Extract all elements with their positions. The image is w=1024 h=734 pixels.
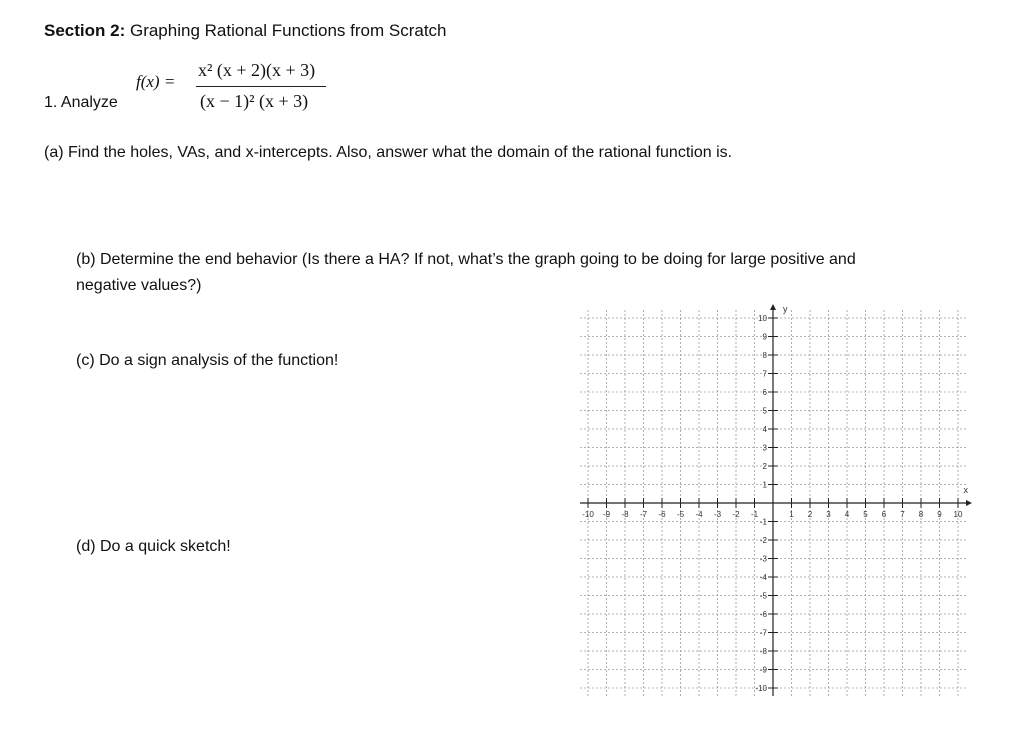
x-axis-label: x xyxy=(963,485,968,495)
section-title xyxy=(44,21,447,41)
y-tick-label: 10 xyxy=(758,314,767,323)
x-tick-label: 10 xyxy=(953,510,963,519)
y-tick-label: 5 xyxy=(762,406,767,416)
y-tick-label: -7 xyxy=(759,628,767,638)
question-d: (d) Do a quick sketch! xyxy=(76,538,231,555)
y-tick-label: 2 xyxy=(762,462,767,471)
y-tick-label: -1 xyxy=(759,517,767,527)
x-tick-label: 7 xyxy=(900,510,905,519)
question-a: (a) Find the holes, VAs, and x-intercepts. Also, answer what the domain of the rational function is. xyxy=(44,144,733,161)
y-tick-label: 9 xyxy=(762,332,767,342)
question-b-line2: negative values?) xyxy=(76,277,202,294)
x-axis-arrow-icon xyxy=(966,500,972,506)
fraction-bar xyxy=(196,86,326,87)
y-tick-label: 7 xyxy=(762,369,767,379)
fraction-denominator: (x − 1)² (x + 3) xyxy=(200,91,309,111)
y-tick-label: 3 xyxy=(762,443,767,453)
x-tick-label: 1 xyxy=(789,510,794,519)
question-b xyxy=(76,247,856,299)
x-tick-label: -6 xyxy=(658,510,666,519)
x-tick-label: 3 xyxy=(826,510,831,519)
x-tick-label: -3 xyxy=(713,510,722,519)
section-number: Section 2: xyxy=(44,21,126,40)
y-tick-label: -9 xyxy=(759,665,767,675)
x-tick-label: 9 xyxy=(937,510,942,519)
y-tick-label: 6 xyxy=(762,388,767,397)
y-tick-label: -4 xyxy=(759,573,767,582)
coordinate-grid xyxy=(582,300,984,704)
y-tick-label: -6 xyxy=(759,610,767,619)
x-tick-label: 5 xyxy=(863,510,868,519)
x-tick-label: 2 xyxy=(807,510,813,519)
y-axis-arrow-icon xyxy=(770,304,776,310)
y-tick-label: -2 xyxy=(759,536,767,545)
problem-label: 1. Analyze xyxy=(44,94,118,111)
y-tick-label: 4 xyxy=(762,425,767,434)
y-tick-label: -3 xyxy=(759,554,767,564)
section-subtitle: Graphing Rational Functions from Scratch xyxy=(125,21,447,40)
fraction-numerator: x² (x + 2)(x + 3) xyxy=(198,60,316,80)
x-tick-label: 4 xyxy=(844,510,850,519)
function-name: f(x) = xyxy=(136,72,176,91)
y-tick-label: 1 xyxy=(762,480,767,490)
y-tick-label: -8 xyxy=(759,647,767,656)
question-b-line1: (b) Determine the end behavior (Is there a HA? If not, what’s the graph going to be doing for large positive and xyxy=(76,251,856,268)
y-tick-label: -5 xyxy=(759,591,767,601)
x-tick-label: 6 xyxy=(881,510,887,519)
x-tick-label: -9 xyxy=(602,510,611,519)
question-c: (c) Do a sign analysis of the function! xyxy=(76,352,339,369)
x-tick-label: -1 xyxy=(750,510,759,519)
x-tick-label: -10 xyxy=(582,510,594,519)
y-tick-label: -10 xyxy=(755,684,767,693)
x-tick-label: -4 xyxy=(695,510,703,519)
x-tick-label: -5 xyxy=(676,510,685,519)
y-tick-label: 8 xyxy=(762,351,767,360)
y-axis-label: y xyxy=(783,304,788,314)
x-tick-label: -7 xyxy=(639,510,648,519)
x-tick-label: 8 xyxy=(918,510,924,519)
x-tick-label: -2 xyxy=(732,510,740,519)
x-tick-label: -8 xyxy=(621,510,629,519)
